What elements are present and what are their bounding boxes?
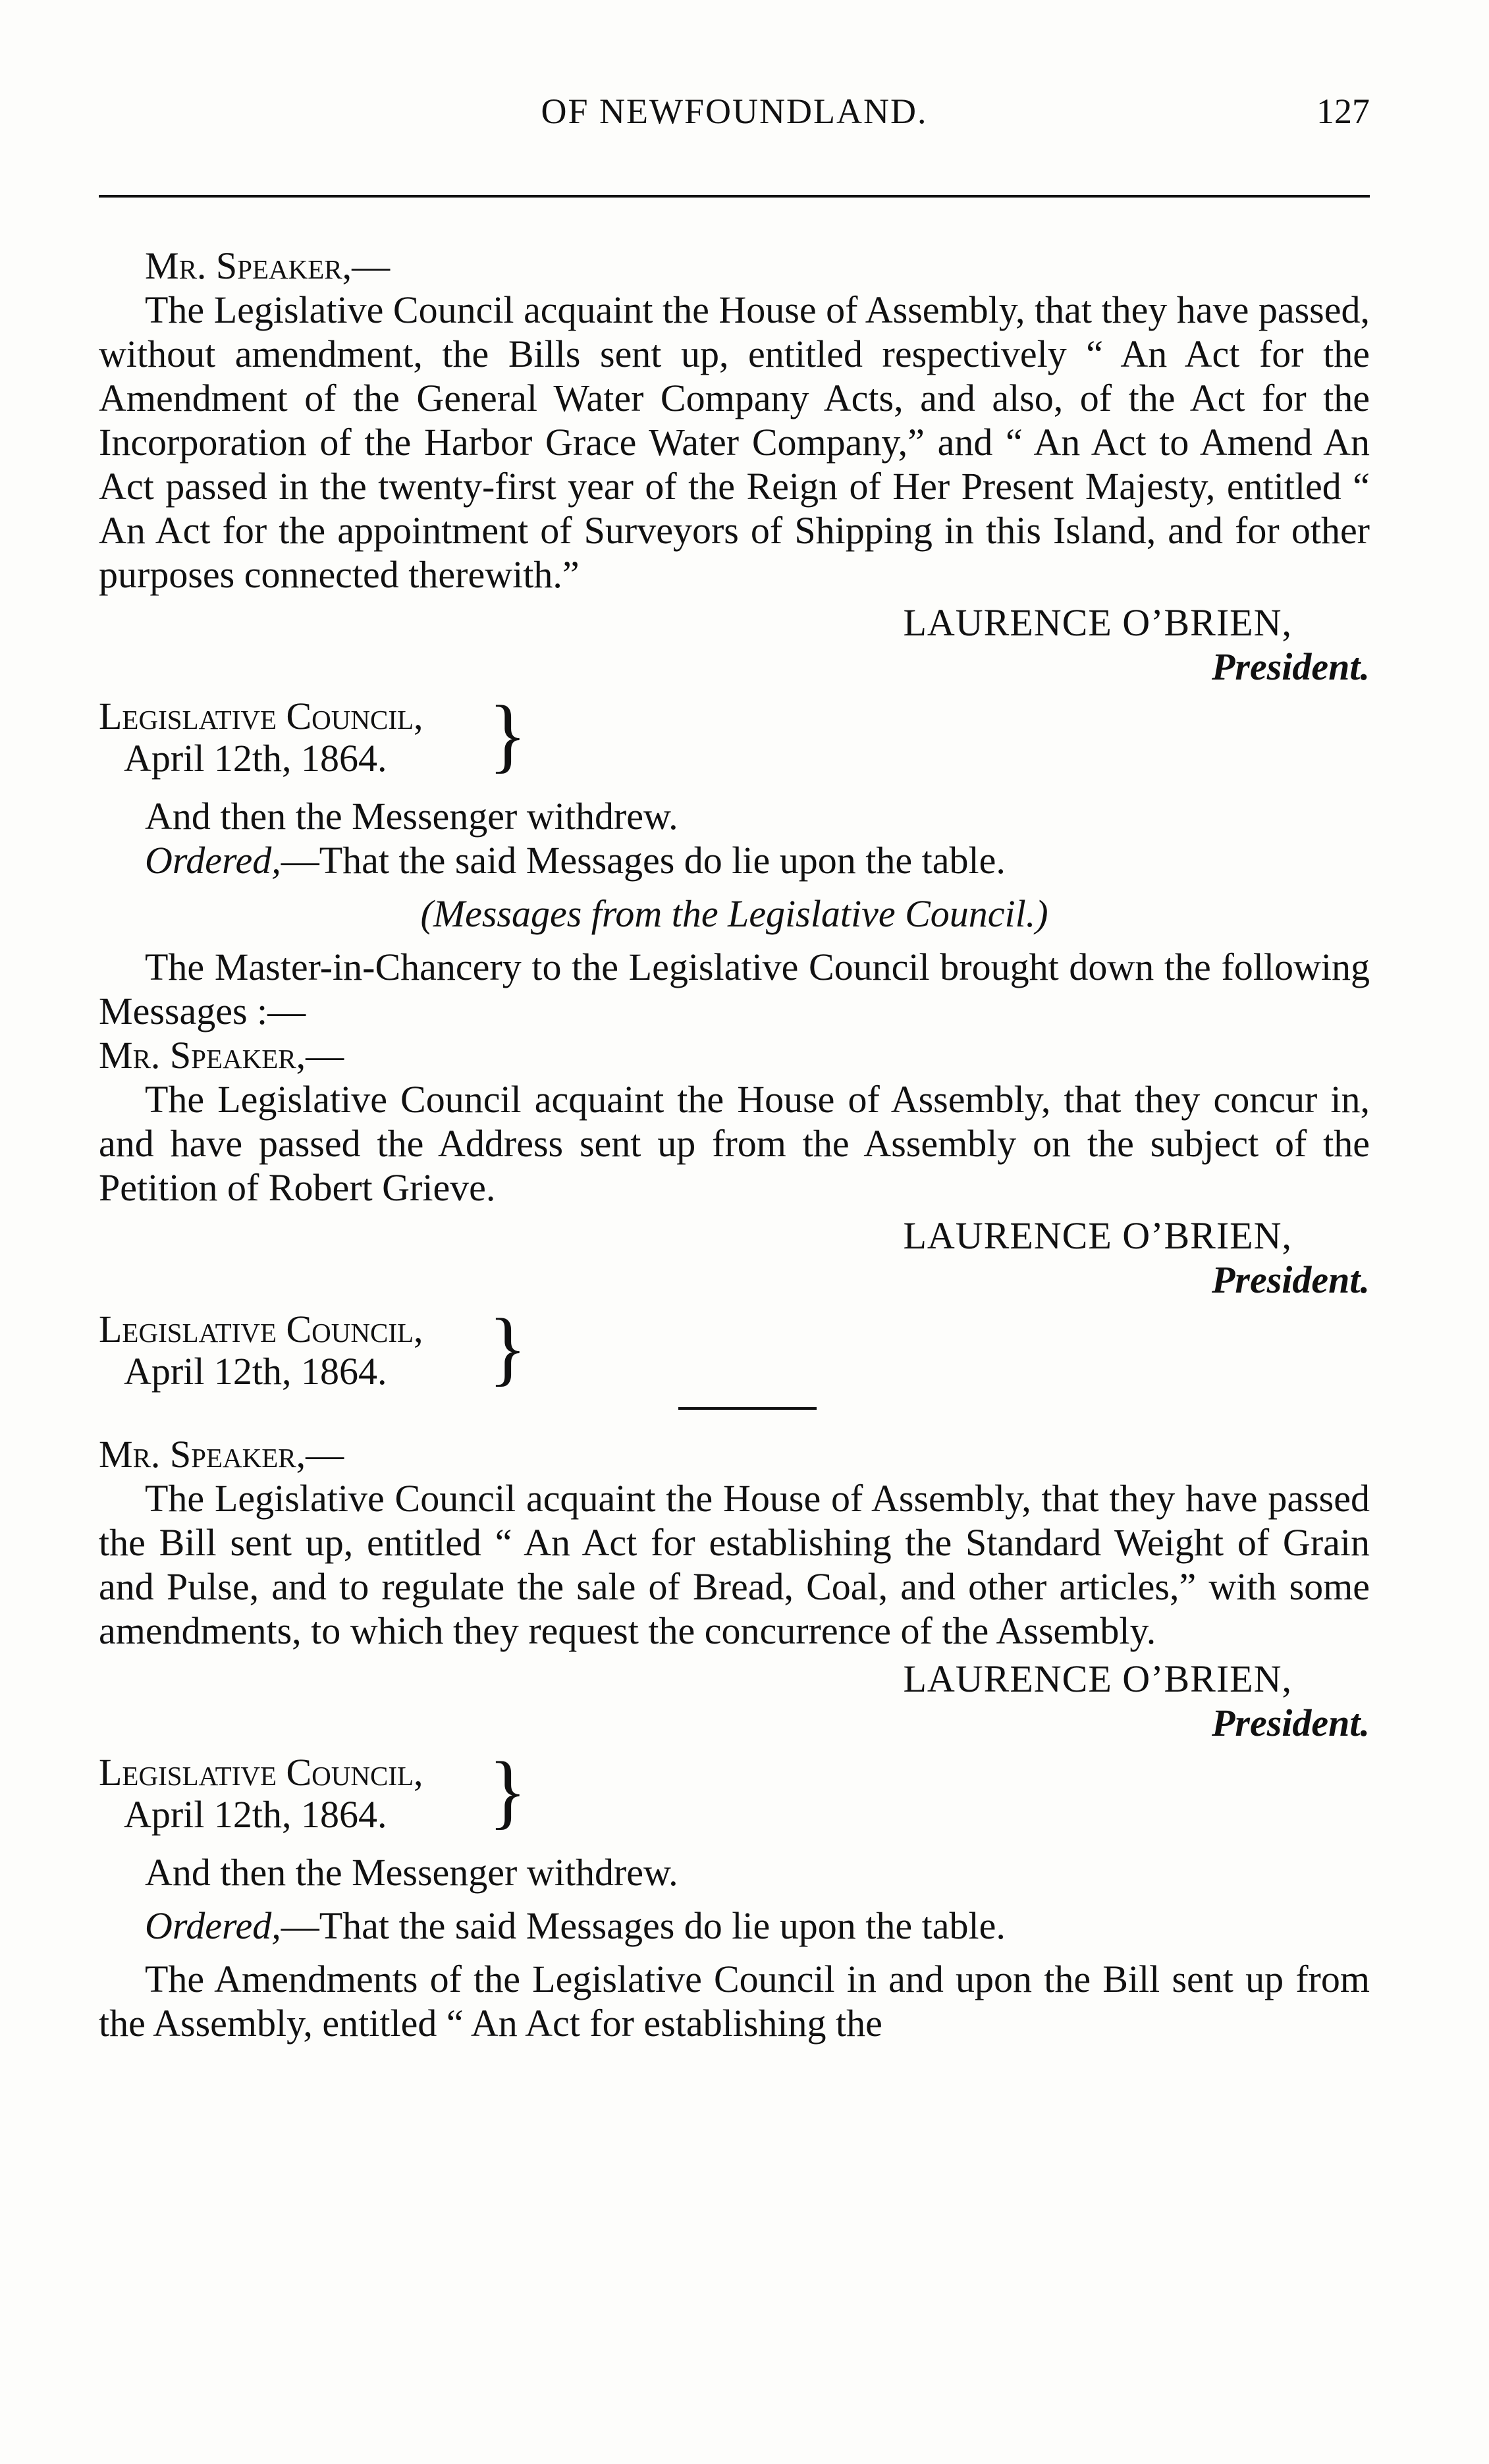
header-rule (99, 195, 1370, 198)
closing-paragraph: The Amendments of the Legislative Council in and upon the Bill sent up from the Assembly, entitled “ An Act for establishing the (99, 1958, 1370, 2045)
signatory: LAURENCE O’BRIEN, (903, 1214, 1292, 1257)
signatory-title: President. (1211, 1701, 1370, 1744)
dateline (99, 688, 573, 781)
page-body (99, 244, 1370, 2045)
salutation: Mr. Speaker,— (145, 244, 391, 287)
dateline (99, 1301, 573, 1394)
dateline-date: April 12th, 1864. (124, 1793, 387, 1836)
ordered-text: —That the said Messages do lie upon the table. (281, 1904, 1006, 1947)
dateline-place: Legislative Council, (99, 1308, 423, 1351)
salutation: Mr. Speaker,— (99, 1433, 344, 1476)
withdrew-line: And then the Messenger withdrew. (145, 795, 678, 838)
message-text: The Legislative Council acquaint the House of Assembly, that they concur in, and have passed the Address sent up from the Assembly on the subject of the Petition of Robert Grieve. (99, 1078, 1370, 1209)
intro-paragraph: The Master-in-Chancery to the Legislative Council brought down the following Messages :— (99, 946, 1370, 1032)
dateline-date: April 12th, 1864. (124, 1350, 387, 1393)
dateline (99, 1744, 573, 1837)
withdrew-line: And then the Messenger withdrew. (145, 1851, 678, 1894)
section-divider (678, 1407, 817, 1410)
message-text: The Legislative Council acquaint the House of Assembly, that they have passed, without amendment, the Bills sent up, entitled respectively “ An Act for the Amendment of the General Water Company Acts, and also, of the Act for the Incorporation of the Harbor Grace Water Company,” and “ An Act to Amend An Act passed in the twenty-first year of the Reign of Her Present Majesty, entitled “ An Act for the appointment of Surveyors of Shipping in this Island, and for other purposes connected therewith.” (99, 288, 1370, 596)
signatory: LAURENCE O’BRIEN, (903, 601, 1292, 644)
ordered-label: Ordered, (145, 1904, 281, 1947)
brace-icon: } (489, 1744, 527, 1837)
ordered-line (99, 1904, 1370, 1948)
signatory-title: President. (1211, 1258, 1370, 1301)
dateline-place: Legislative Council, (99, 1751, 423, 1794)
page-number: 127 (1316, 92, 1370, 131)
ordered-line (99, 838, 1370, 882)
signatory-title: President. (1211, 645, 1370, 688)
ordered-text: —That the said Messages do lie upon the table. (281, 839, 1006, 882)
salutation: Mr. Speaker,— (99, 1034, 344, 1077)
brace-icon: } (489, 1301, 527, 1394)
running-head: OF NEWFOUNDLAND. (541, 92, 928, 131)
dateline-date: April 12th, 1864. (124, 737, 387, 780)
page-header (99, 91, 1370, 144)
ordered-label: Ordered, (145, 839, 281, 882)
signatory: LAURENCE O’BRIEN, (903, 1657, 1292, 1700)
brace-icon: } (489, 688, 527, 781)
dateline-place: Legislative Council, (99, 695, 423, 737)
message-text: The Legislative Council acquaint the House of Assembly, that they have passed the Bill sent up, entitled “ An Act for establishing the Standard Weight of Grain and Pulse, and to regulate the sale of Bread, Coal, and other articles,” with some amendments, to which they request the concurrence of the Assembly. (99, 1477, 1370, 1652)
section-heading: (Messages from the Legislative Council.) (420, 892, 1048, 935)
